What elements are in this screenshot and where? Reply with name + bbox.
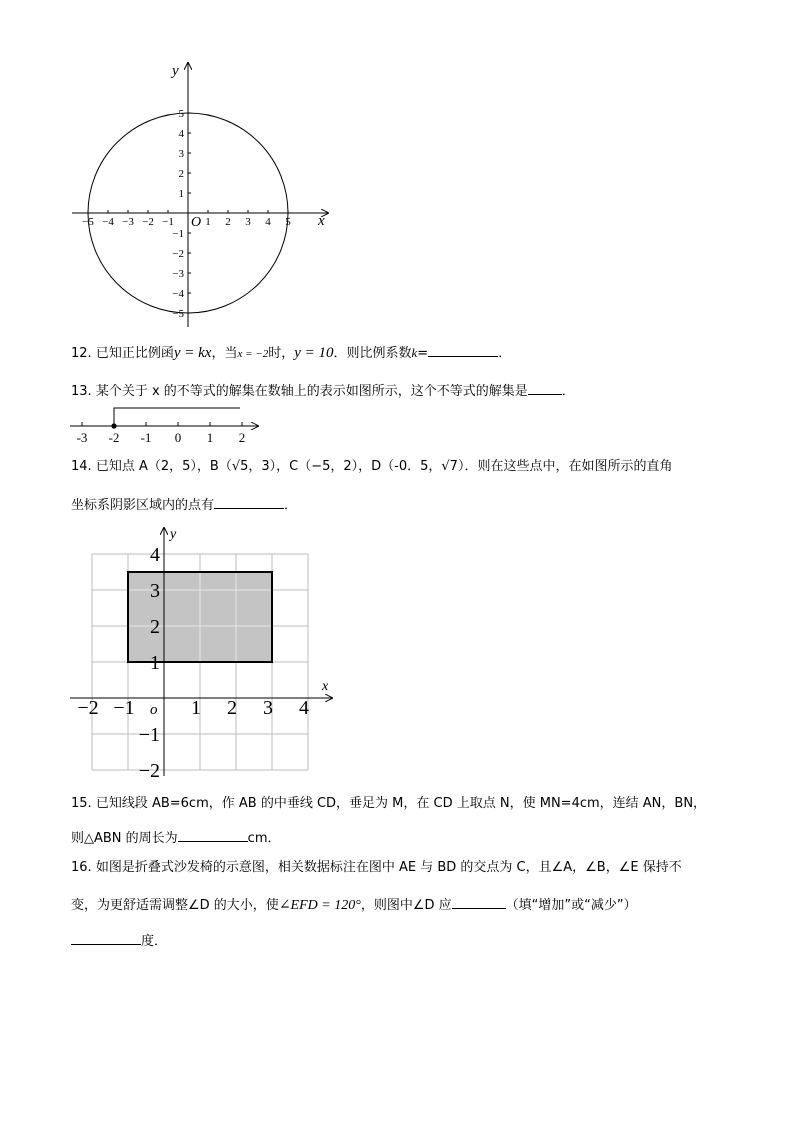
equation: y = kx: [173, 345, 212, 361]
question-text: 度．: [141, 934, 168, 949]
question-text: ．则比例系数: [333, 346, 412, 361]
x-tick-label: 3: [245, 216, 251, 228]
number-line-label: -2: [108, 430, 120, 445]
question-text: （填“增加”或“减少”）: [505, 898, 637, 913]
question-text: 变，为更舒适需调整∠D 的大小，使: [71, 898, 279, 913]
y-tick-labels: [172, 108, 184, 320]
question-end: ．: [498, 346, 512, 361]
x-tick-label: −4: [102, 216, 114, 228]
y-tick-label: −1: [138, 724, 160, 746]
question-15-line2: [71, 829, 280, 847]
number-line-label: -1: [140, 430, 152, 445]
number-line-ticks: [82, 422, 242, 426]
question-end: ．: [561, 384, 575, 399]
question-text: 已知线段 AB=6cm，作 AB 的中垂线 CD，垂足为 M，在 CD 上取点 N，使 MN=4cm，连结 AN，BN，: [95, 796, 707, 811]
question-number: 13.: [71, 384, 92, 399]
question-text: cm．: [247, 831, 281, 846]
x-tick-label: 2: [227, 697, 237, 719]
question-text: 已知点 A（2，5），B（√5，3），C（−5，2），D（-0．5，√7）．则在这些点中，在如图所示的直角: [95, 459, 673, 474]
question-number: 16.: [71, 860, 92, 875]
origin-label: o: [150, 702, 158, 718]
y-tick-label: 2: [178, 168, 184, 180]
number-line-figure: [66, 402, 266, 446]
x-tick-labels: [82, 216, 291, 228]
question-15: [71, 796, 706, 812]
x-axis-label: x: [318, 213, 325, 229]
answer-blank[interactable]: [71, 932, 141, 945]
y-axis-label: y: [170, 527, 177, 542]
circle-coordinate-figure: [60, 55, 350, 335]
number-line-label: 0: [174, 430, 182, 445]
number-line-label: -3: [76, 430, 88, 445]
y-tick-label: 2: [150, 616, 160, 638]
answer-blank[interactable]: [452, 896, 506, 909]
x-tick-label: −2: [77, 697, 99, 719]
question-12: [71, 344, 511, 362]
y-tick-label: 3: [150, 580, 160, 602]
question-text: 已知正比例函: [95, 346, 174, 361]
question-number: 14.: [71, 459, 92, 474]
origin-label: O: [191, 215, 202, 230]
answer-blank[interactable]: [428, 344, 498, 357]
x-axis-label: x: [322, 679, 329, 694]
question-end: ．: [284, 498, 298, 513]
y-tick-label: 1: [150, 652, 160, 674]
equation: y = 10: [294, 345, 334, 361]
y-tick-label: 4: [150, 544, 160, 566]
y-tick-label: −2: [138, 760, 160, 782]
question-text: 时，: [268, 346, 295, 361]
y-tick-label: −2: [172, 248, 184, 260]
shaded-grid-figure: [60, 518, 350, 788]
question-16-line2: [71, 896, 637, 914]
x-tick-label: 1: [191, 697, 201, 719]
question-text: 如图是折叠式沙发椅的示意图，相关数据标注在图中 AE 与 BD 的交点为 C，且∠A，∠B，∠E 保持不: [95, 860, 682, 875]
y-tick-label: 3: [178, 148, 184, 160]
y-tick-label: 5: [178, 108, 184, 120]
x-tick-labels: [77, 697, 309, 719]
question-text: =: [417, 346, 429, 361]
question-text: 坐标系阴影区域内的点有: [71, 498, 215, 513]
question-number: 12.: [71, 346, 92, 361]
question-16: [71, 860, 682, 876]
solid-endpoint: [111, 423, 116, 428]
x-tick-label: 4: [265, 216, 271, 228]
y-tick-label: 4: [178, 128, 184, 140]
question-16-line3: [71, 932, 167, 950]
x-tick-label: −5: [82, 216, 94, 228]
y-tick-label: 1: [178, 188, 184, 200]
number-line-label: 2: [238, 430, 246, 445]
solution-ray: [114, 408, 240, 426]
question-text: 某个关于 x 的不等式的解集在数轴上的表示如图所示，这个不等式的解集是: [95, 384, 528, 399]
x-tick-label: 5: [285, 216, 291, 228]
question-13: [71, 382, 575, 400]
x-tick-label: 2: [225, 216, 231, 228]
y-tick-label: −5: [172, 308, 184, 320]
x-tick-label: 1: [205, 216, 211, 228]
variable: k: [411, 345, 418, 360]
question-text: ，则图中∠D 应: [360, 898, 452, 913]
y-axis-label: y: [172, 63, 179, 79]
question-text: 则△ABN 的周长为: [71, 831, 178, 846]
y-tick-label: −3: [172, 268, 184, 280]
question-text: ，当: [211, 346, 238, 361]
x-tick-label: −1: [162, 216, 174, 228]
answer-blank[interactable]: [178, 829, 248, 842]
x-tick-label: 3: [263, 697, 273, 719]
answer-blank[interactable]: [528, 382, 562, 395]
equation: x = −2: [237, 348, 269, 360]
x-tick-label: −2: [142, 216, 154, 228]
question-number: 15.: [71, 796, 92, 811]
number-line-label: 1: [206, 430, 214, 445]
answer-blank[interactable]: [214, 496, 284, 509]
x-tick-label: 4: [299, 697, 309, 719]
question-14: [71, 459, 672, 475]
number-line-labels: [77, 430, 246, 445]
y-tick-label: −1: [172, 228, 184, 240]
x-tick-label: −1: [113, 697, 135, 719]
x-tick-label: −3: [122, 216, 134, 228]
equation: ∠EFD = 120°: [278, 898, 361, 913]
question-14-line2: [71, 496, 297, 514]
y-tick-label: −4: [172, 288, 184, 300]
